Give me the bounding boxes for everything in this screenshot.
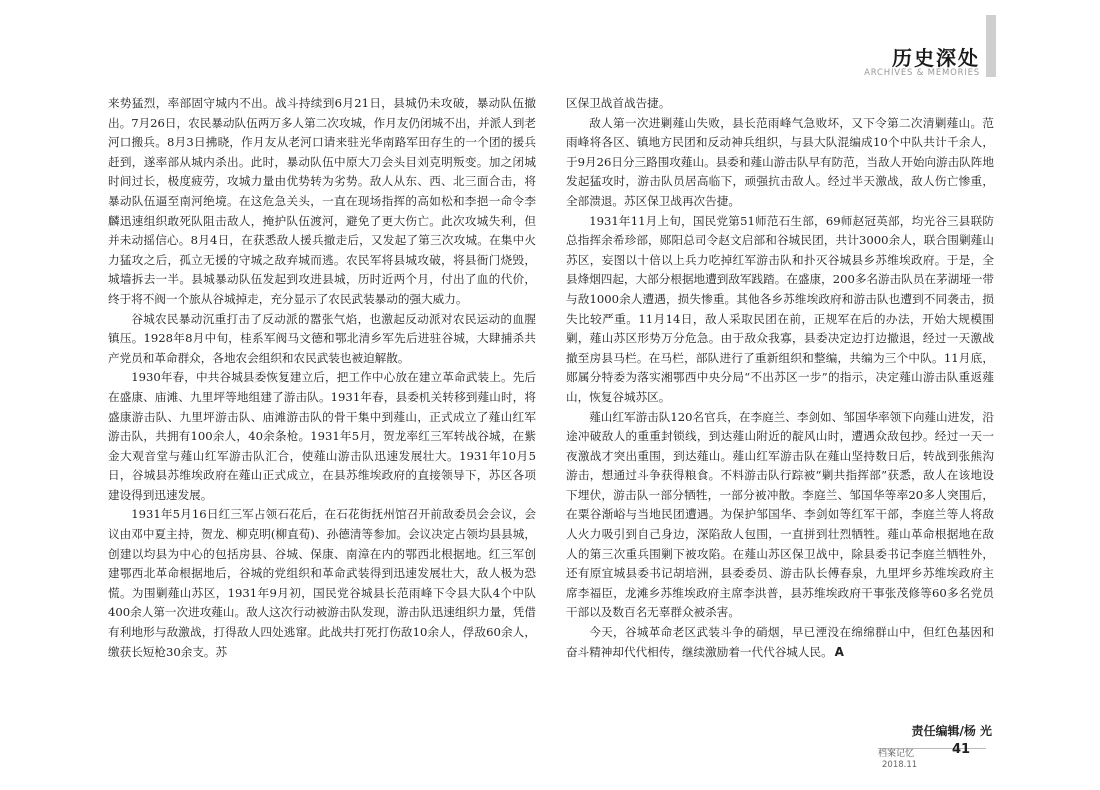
magazine-name: 档案记忆 — [878, 749, 915, 759]
end-mark-icon: A — [834, 644, 844, 659]
issue-date: 2018.11 — [882, 760, 918, 770]
page-number: 41 — [952, 742, 971, 757]
paragraph: 1931年11月上旬，国民党第51师范石生部，69师赵冠英部，均光谷三县联防总指挥余希珍部，郧阳总司令赵文启部和谷城民团，共计3000余人，联合围剿薤山苏区，妄图以十倍以上兵力吃掉红军游击队和扑灭谷城县乡苏维埃政府。于是，全县烽烟四起，大部分根据地遭到敌军践踏。在盛康，200多名游击队员在茅湖垭一带与敌1000余人遭遇，损失惨重。其他各乡苏维埃政府和游击队也遭到不同袭击，损失比较严重。11月14日，敌人采取民团在前，正规军在后的办法，开始大规模围剿，薤山苏区形势万分危急。由于敌众我寡，县委决定边打边撤退，经过一天激战撤至房县马栏。在马栏，部队进行了重新组织和整编，共编为三个中队。11月底，郧属分特委为落实湘鄂西中央分局“不出苏区一步”的指示，决定薤山游击队重返薤山，恢复谷城苏区。 — [566, 213, 994, 404]
paragraph-text: 今天，谷城革命老区武装斗争的硝烟，早已湮没在绵绵群山中，但红色基因和奋斗精神却代代相传，继续激励着一代代谷城人民。 — [566, 625, 994, 659]
paragraph: 敌人第一次进剿薤山失败，县长范雨峰气急败坏，又下令第二次清剿薤山。范雨峰将各区、镇地方民团和反动神兵组织，与县大队混编成10个中队共计千余人，于9月26日分三路围攻薤山。县委和薤山游击队早有防范，当敌人开始向游击队阵地发起猛攻时，游击队员居高临下，顽强抗击敌人。经过半天激战，敌人伤亡惨重，全部溃退。苏区保卫战再次告捷。 — [566, 115, 994, 208]
responsible-editor: 责任编辑/杨 光 — [911, 724, 992, 738]
section-subtitle: ARCHIVES & MEMORIES — [864, 68, 980, 78]
right-column — [566, 94, 994, 662]
header-accent-bar — [986, 15, 996, 77]
left-column — [108, 94, 536, 662]
section-title: 历史深处 — [892, 46, 980, 70]
paragraph: 薤山红军游击队120名官兵，在李庭兰、李剑如、邹国华率领下向薤山进发，沿途冲破敌人的重重封锁线，到达薤山附近的靛风山时，遭遇众敌包抄。经过一天一夜激战才突出重围，到达薤山。薤山红军游击队在薤山坚持数日后，转战到张熊沟游击，想通过斗争获得粮食。不料游击队行踪被“剿共指挥部”获悉，敌人在该地设下埋伏，游击队一部分牺牲，一部分被冲散。李庭兰、邹国华等率20多人突围后，在粟谷渐峪与当地民团遭遇。为保护邹国华、李剑如等红军干部，李庭兰等人将敌人火力吸引到自己身边，深陷敌人包围，一直拼到壮烈牺牲。薤山革命根据地在敌人的第三次重兵围剿下被攻陷。在薤山苏区保卫战中，除县委书记李庭兰牺牲外，还有原宜城县委书记胡培洲，县委委员、游击队长傅春泉，九里坪乡苏维埃政府主席李福臣，龙滩乡苏维埃政府主席李洪普，县苏维埃政府干事张茂修等60多名党员干部以及数百名无辜群众被杀害。 — [566, 409, 994, 620]
paragraph: 谷城农民暴动沉重打击了反动派的嚣张气焰，也激起反动派对农民运动的血腥镇压。1928年8月中旬，桂系军阀马文德和鄂北清乡军先后进驻谷城，大肆捕杀共产党员和革命群众，各地农会组织和农民武装也被迫解散。 — [108, 311, 536, 365]
paragraph: 区保卫战首战告捷。 — [566, 96, 671, 110]
paragraph: 1931年5月16日红三军占领石花后，在石花街抚州馆召开前敌委员会会议，会议由邓中夏主持，贺龙、柳克明(柳直荀)、孙德清等参加。会议决定占领均县县城，创建以均县为中心的包括房县、谷城、保康、南漳在内的鄂西北根据地。红三军创建鄂西北革命根据地后，谷城的党组织和革命武装得到迅速发展壮大，敌人极为恐慌。为围剿薤山苏区，1931年9月初，国民党谷城县长范雨峰下令县大队4个中队400余人第一次进攻薤山。敌人这次行动被游击队发现，游击队迅速组织力量，凭借有利地形与敌激战，打得敌人四处逃窜。此战共打死打伤敌10余人，俘敌60余人，缴获长短枪30余支。苏 — [108, 507, 536, 659]
paragraph: 1930年春，中共谷城县委恢复建立后，把工作中心放在建立革命武装上。先后在盛康、庙滩、九里坪等地组建了游击队。1931年春，县委机关转移到薤山时，将盛康游击队、九里坪游击队、庙滩游击队的骨干集中到薤山，正式成立了薤山红军游击队，共拥有100余人，40余条枪。1931年5月，贺龙率红三军转战谷城，在紫金大观音堂与薤山红军游击队汇合，使薤山游击队迅速发展壮大。1931年10月5日，谷城县苏维埃政府在薤山正式成立，在县苏维埃政府的直接领导下，苏区各项建设得到迅速发展。 — [108, 370, 536, 502]
paragraph-last — [566, 623, 994, 662]
paragraph: 来势猛烈，率部固守城内不出。战斗持续到6月21日，县城仍未攻破，暴动队伍撤出。7月26日，农民暴动队伍两万多人第二次攻城，作月友仍闭城不出，并派人到老河口搬兵。8月3日拂晓，作月友从老河口请来驻光华南路军田存生的一个团的援兵赶到，遂率部从城内杀出。此时，暴动队伍中原大刀会头目刘克明叛变。加之闭城时间过长，极度疲劳，攻城力量由优势转为劣势。敌人从东、西、北三面合击，将暴动队伍逼至南河绝境。在这危急关头，一直在现场指挥的高如松和李挹一命令李麟迅速组织敢死队阻击敌人，掩护队伍渡河，避免了更大伤亡。此次攻城失利，但并未动摇信心。8月4日，在获悉敌人援兵撤走后，又发起了第三次攻城。在集中火力猛攻之后，孤立无援的守城之敌弃城而逃。农民军将县城攻破，将县衙门烧毁，城墙拆去一半。县城暴动队伍发起到攻进县城，历时近两个月，付出了血的代价，终于将不阀一个旅从谷城掉走，充分显示了农民武装暴动的强大威力。 — [108, 96, 536, 306]
